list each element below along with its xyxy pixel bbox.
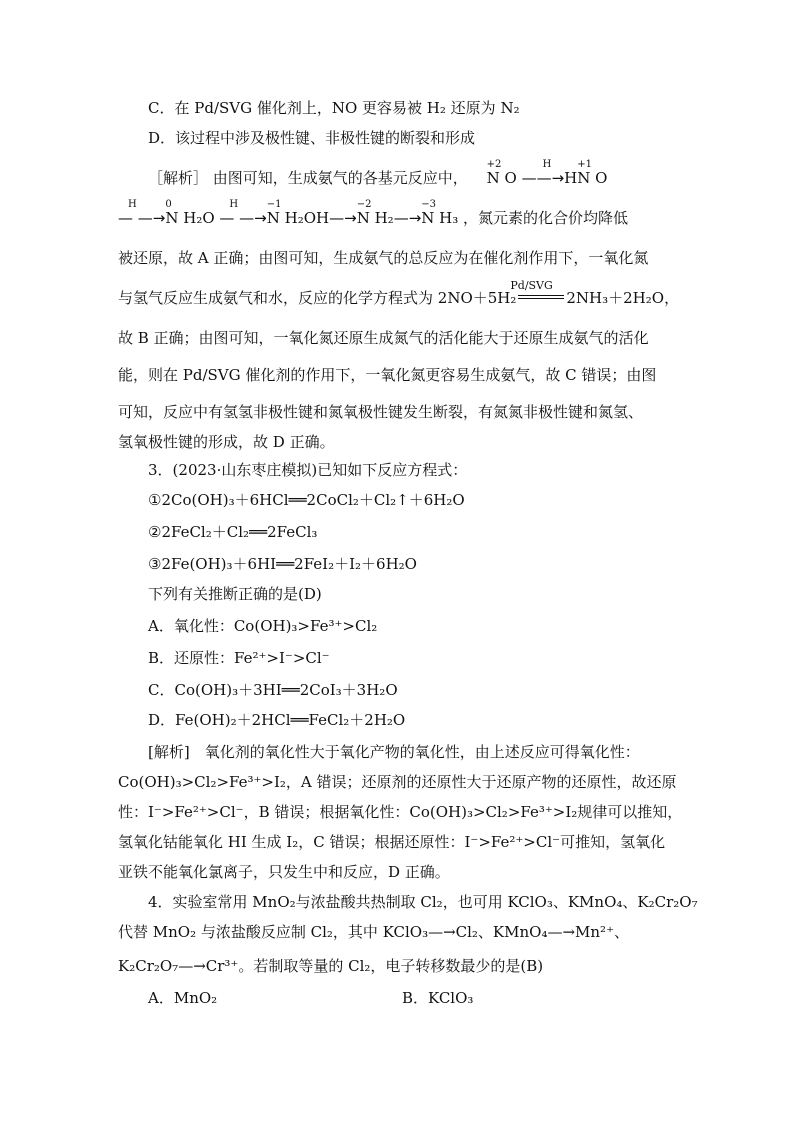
analysis-3-line-3: 性：I⁻>Fe²⁺>Cl⁻，B 错误；根据氧化性：Co(OH)₃>Cl₂>Fe³⁺>I₂规律可以推知， — [118, 803, 683, 821]
analysis-3-line-2: Co(OH)₃>Cl₂>Fe³⁺>I₂，A 错误；还原剂的还原性大于还原产物的还原性，故还原 — [118, 773, 677, 791]
q3-option-d: D．Fe(OH)₂＋2HCl══FeCl₂＋2H₂O — [148, 711, 406, 729]
option-c: C．在 Pd/SVG 催化剂上，NO 更容易被 H₂ 还原为 N₂ — [148, 99, 520, 117]
analysis-text: 由图可知，生成氨气的各基元反应中， — [212, 169, 468, 187]
analysis-1-line-2 — [118, 199, 629, 228]
valence-chain-b: H — —→ 0 N H₂O H — —→ −1 N H₂OH—→ −2 N H₂—→ −3 N H₃ — [118, 199, 464, 227]
q4-option-a: A．MnO₂ — [148, 989, 218, 1007]
valence-chain-a: +2 N O — H —→H +1 N O — [486, 159, 608, 187]
question-4-line-1: 4．实验室常用 MnO₂与浓盐酸共热制取 Cl₂，也可用 KClO₃、KMnO₄、K₂Cr₂O₇ — [148, 893, 698, 911]
analysis-1-line-5: 故 B 正确；由图可知，一氧化氮还原生成氮气的活化能大于还原生成氨气的活化 — [118, 329, 649, 347]
q3-option-a: A．氧化性：Co(OH)₃>Fe³⁺>Cl₂ — [148, 617, 378, 635]
analysis-label: ［解析］ — [148, 169, 209, 187]
analysis-text: ，氮元素的化合价均降低 — [463, 209, 629, 227]
q3-option-b: B．还原性：Fe²⁺>I⁻>Cl⁻ — [148, 649, 330, 667]
question-3-stem: 3．(2023·山东枣庄模拟)已知如下反应方程式： — [148, 461, 468, 479]
analysis-1-line-3: 被还原，故 A 正确；由图可知，生成氨气的总反应为在催化剂作用下，一氧化氮 — [118, 249, 649, 267]
option-d: D．该过程中涉及极性键、非极性键的断裂和形成 — [148, 129, 476, 147]
question-3-ask: 下列有关推断正确的是(D) — [148, 585, 322, 603]
catalyst-label: Pd/SVG — [510, 279, 553, 292]
analysis-1-line-6: 能，则在 Pd/SVG 催化剂的作用下，一氧化氮更容易生成氨气，故 C 错误；由图 — [118, 366, 657, 384]
analysis-3-line-5: 亚铁不能氧化氯离子，只发生中和反应，D 正确。 — [118, 863, 450, 881]
question-4-line-2: 代替 MnO₂ 与浓盐酸反应制 Cl₂，其中 KClO₃—→Cl₂、KMnO₄—→Mn²⁺、 — [118, 923, 629, 941]
analysis-1-line-8: 氢氧极性键的形成，故 D 正确。 — [118, 433, 335, 451]
equation-3: ③2Fe(OH)₃＋6HI══2FeI₂＋I₂＋6H₂O — [148, 555, 417, 573]
analysis-1-line-1 — [148, 159, 608, 188]
analysis-1-line-4 — [118, 279, 680, 308]
analysis-text: 2NH₃＋2H₂O， — [566, 289, 680, 307]
question-4-line-3: K₂Cr₂O₇—→Cr³⁺。若制取等量的 Cl₂，电子转移数最少的是(B) — [118, 957, 544, 975]
q3-option-c: C．Co(OH)₃＋3HI══2CoI₃＋3H₂O — [148, 681, 398, 699]
equation-1: ①2Co(OH)₃＋6HCl══2CoCl₂＋Cl₂↑＋6H₂O — [148, 491, 465, 509]
analysis-3-line-1: [解析] 氧化剂的氧化性大于氧化产物的氧化性，由上述反应可得氧化性： — [148, 743, 640, 761]
analysis-1-line-7: 可知，反应中有氢氢非极性键和氮氧极性键发生断裂，有氮氮非极性键和氮氢、 — [118, 403, 644, 421]
equation-2: ②2FeCl₂＋Cl₂══2FeCl₃ — [148, 523, 318, 541]
q4-option-b: B．KClO₃ — [402, 989, 474, 1007]
analysis-3-line-4: 氢氧化钴能氧化 HI 生成 I₂，C 错误；根据还原性：I⁻>Fe²⁺>Cl⁻可推知，氢氧化 — [118, 833, 666, 851]
analysis-text: 与氢气反应生成氨气和水，反应的化学方程式为 2NO＋5H₂ — [118, 289, 517, 307]
